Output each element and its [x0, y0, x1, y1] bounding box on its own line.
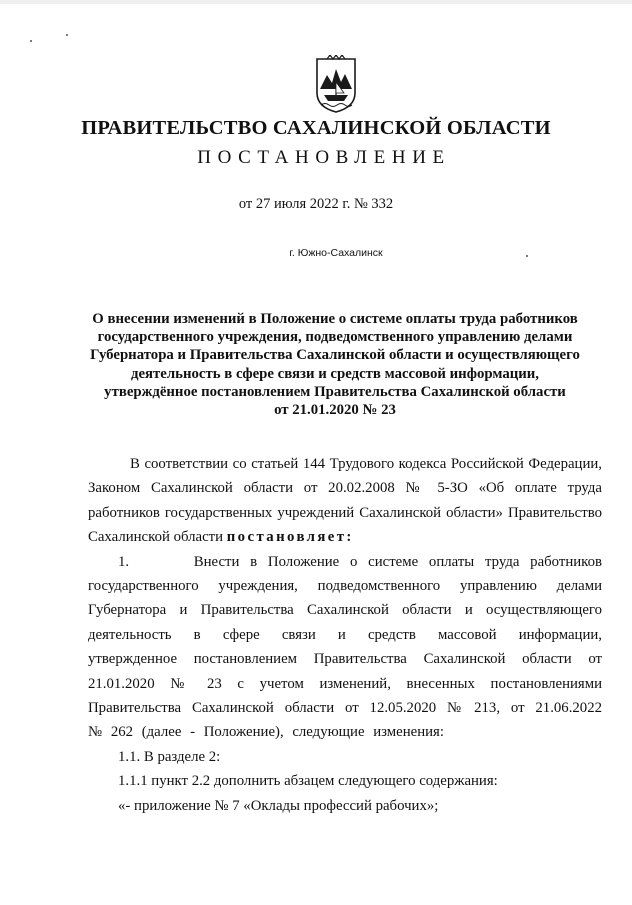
title-line: утверждённое постановлением Правительства Сахалинской области: [104, 383, 566, 400]
quoted-addition: «- приложение № 7 «Оклады профессий рабочих»;: [118, 797, 439, 814]
document-type: ПОСТАНОВЛЕНИЕ: [197, 147, 451, 168]
preamble-text: В соответствии со статьей 144 Трудового кодекса Российской Федерации, Законом Сахалинской области от 20.02.2008 № 5-ЗО «Об оплате труда работников государственных учреждений Сахалинской области» Правительство Сахалинской области: [88, 456, 602, 546]
title-line: деятельность в сфере связи и средств массовой информации,: [130, 365, 539, 382]
sakhalin-coat-of-arms-icon: [314, 55, 358, 113]
item-1-1: 1.1. В разделе 2:: [118, 748, 221, 765]
organization-name: ПРАВИТЕЛЬСТВО САХАЛИНСКОЙ ОБЛАСТИ: [81, 117, 551, 139]
title-line: от 21.01.2020 № 23: [274, 402, 396, 419]
title-line: О внесении изменений в Положение о системе оплаты труда работников: [92, 311, 578, 327]
item-1-1-1: 1.1.1 пункт 2.2 дополнить абзацем следующего содержания:: [118, 773, 498, 790]
preamble-paragraph: [88, 452, 602, 550]
title-line: государственного учреждения, подведомственного управлению делами: [97, 329, 573, 346]
issue-city: г. Южно-Сахалинск: [289, 247, 383, 259]
scan-speck: [66, 34, 68, 36]
document-title: [82, 310, 588, 419]
item-1-paragraph: [88, 550, 602, 745]
item-1-text: Внести в Положение о системе оплаты труда работников государственного учреждения, подведомственного управлению делами Губернатора и Правительства Сахалинской области и осуществляющего деятельность в сфере связи и средств массовой информации, утвержденное постановлением Правительства Сахалинской области от 21.01.2020 № 23 с учетом изменений, внесенных постановлениями Правительства Сахалинской области от 12.05.2020 № 213, от 21.06.2022 № 262 (далее - Положение), следующие изменения:: [88, 553, 602, 741]
scan-speck: [30, 40, 32, 42]
resolution-keyword: постановляет:: [226, 529, 354, 546]
title-line: Губернатора и Правительства Сахалинской области и осуществляющего: [90, 347, 580, 364]
document-body: [88, 452, 602, 818]
item-1-number: 1.: [118, 553, 130, 570]
scan-edge-top: [0, 0, 632, 4]
document-date-number: от 27 июля 2022 г. № 332: [238, 196, 394, 212]
